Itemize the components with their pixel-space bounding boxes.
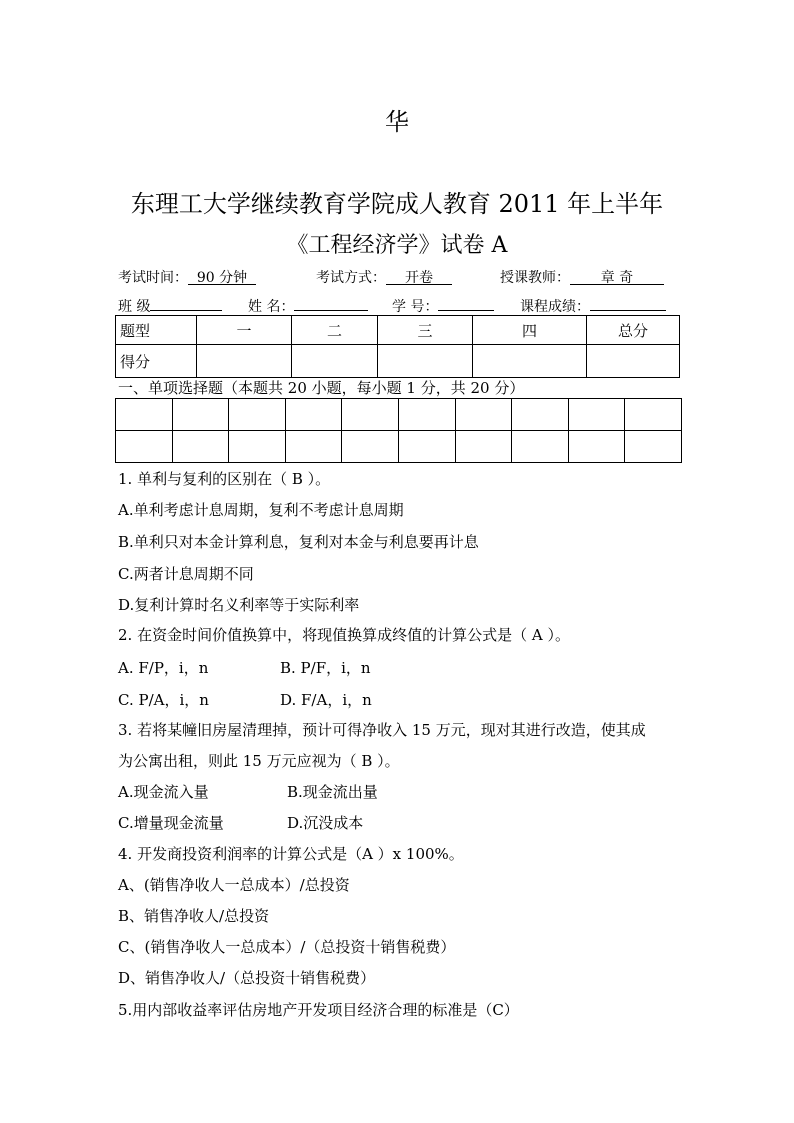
answer-cell	[455, 431, 512, 463]
section1-title: 一、单项选择题（本题共 20 小题，每小题 1 分，共 20 分）	[118, 379, 525, 397]
answer-cell	[172, 399, 229, 431]
score-cell	[292, 345, 378, 378]
answer-cell	[568, 431, 625, 463]
exam-title-line1: 东理工大学继续教育学院成人教育 2011 年上半年	[130, 190, 664, 218]
exam-title-line2: 《工程经济学》试卷 A	[286, 233, 508, 258]
answer-cell	[116, 399, 173, 431]
teacher-field	[500, 267, 664, 287]
answer-grid-row	[116, 399, 682, 431]
answer-cell	[229, 399, 286, 431]
score-header-cell: 总分	[587, 316, 680, 345]
exam-time-value: 90 分钟	[188, 267, 256, 285]
answer-cell	[285, 431, 342, 463]
answer-cell	[625, 399, 682, 431]
score-table	[115, 315, 680, 378]
question-1-option-a: A.单利考虑计息周期，复利不考虑计息周期	[118, 501, 404, 519]
answer-cell	[398, 431, 455, 463]
score-table-header-row	[116, 316, 680, 345]
question-2-option-d: D. F/A，i，n	[280, 691, 372, 709]
question-1-option-d: D.复利计算时名义利率等于实际利率	[118, 596, 360, 614]
score-header-cell: 二	[292, 316, 378, 345]
score-row-label: 得分	[116, 345, 197, 378]
class-label: 班 级	[118, 299, 151, 315]
class-field	[118, 293, 222, 316]
exam-time-field	[118, 267, 256, 287]
header-top-char: 华	[385, 108, 409, 136]
score-cell	[587, 345, 680, 378]
question-4-option-b: B、销售净收人/总投资	[118, 907, 270, 925]
exam-mode-label: 考试方式：	[316, 270, 386, 286]
exam-mode-value: 开卷	[386, 267, 452, 285]
student-id-field	[392, 293, 494, 316]
student-id-blank	[438, 293, 494, 311]
score-cell	[378, 345, 473, 378]
question-2-option-c: C. P/A，i，n	[118, 691, 209, 709]
score-header-cell: 四	[473, 316, 587, 345]
question-3-option-a: A.现金流入量	[118, 783, 209, 801]
question-2-option-a: A. F/P，i，n	[118, 659, 209, 677]
exam-time-label: 考试时间：	[118, 270, 188, 286]
question-3-line1: 3. 若将某幢旧房屋清理掉，预计可得净收入 15 万元，现对其进行改造，使其成	[118, 721, 646, 739]
question-3-line2: 为公寓出租，则此 15 万元应视为（ B ）。	[118, 752, 400, 770]
question-4-option-a: A、(销售净收人一总成本）/总投资	[118, 876, 350, 894]
score-cell	[197, 345, 292, 378]
answer-cell	[285, 399, 342, 431]
answer-cell	[568, 399, 625, 431]
answer-cell	[512, 399, 569, 431]
answer-cell	[342, 431, 399, 463]
answer-cell	[455, 399, 512, 431]
answer-grid	[115, 398, 682, 463]
grade-blank	[590, 293, 666, 311]
question-3-option-d: D.沉没成本	[287, 814, 364, 832]
grade-label: 课程成绩：	[520, 299, 590, 315]
score-header-cell: 一	[197, 316, 292, 345]
teacher-value: 章 奇	[570, 267, 664, 285]
question-4-option-c: C、(销售净收人一总成本）/（总投资十销售税费）	[118, 938, 456, 956]
name-blank	[294, 293, 368, 311]
question-3-option-b: B.现金流出量	[287, 783, 378, 801]
question-4-option-d: D、销售净收人/（总投资十销售税费）	[118, 969, 376, 987]
question-1: 1. 单利与复利的区别在（ B ）。	[118, 470, 331, 488]
exam-mode-field	[316, 267, 452, 287]
answer-cell	[116, 431, 173, 463]
question-1-option-b: B.单利只对本金计算利息，复利对本金与利息要再计息	[118, 533, 479, 551]
score-header-cell: 题型	[116, 316, 197, 345]
answer-cell	[625, 431, 682, 463]
question-3-option-c: C.增量现金流量	[118, 814, 224, 832]
score-header-cell: 三	[378, 316, 473, 345]
grade-field	[520, 293, 666, 316]
name-field	[248, 293, 368, 316]
answer-cell	[512, 431, 569, 463]
teacher-label: 授课教师：	[500, 270, 570, 286]
question-2-option-b: B. P/F，i，n	[280, 659, 371, 677]
answer-cell	[172, 431, 229, 463]
answer-cell	[229, 431, 286, 463]
answer-cell	[342, 399, 399, 431]
student-id-label: 学 号：	[392, 299, 439, 315]
score-cell	[473, 345, 587, 378]
answer-cell	[398, 399, 455, 431]
score-table-score-row	[116, 345, 680, 378]
name-label: 姓 名：	[248, 299, 295, 315]
answer-grid-row	[116, 431, 682, 463]
question-4: 4. 开发商投资利润率的计算公式是（A ）x 100%。	[118, 845, 464, 863]
class-blank	[150, 293, 222, 311]
question-5: 5.用内部收益率评估房地产开发项目经济合理的标准是（C）	[118, 1001, 519, 1019]
question-2: 2. 在资金时间价值换算中，将现值换算成终值的计算公式是（ A ）。	[118, 626, 570, 644]
question-1-option-c: C.两者计息周期不同	[118, 565, 254, 583]
